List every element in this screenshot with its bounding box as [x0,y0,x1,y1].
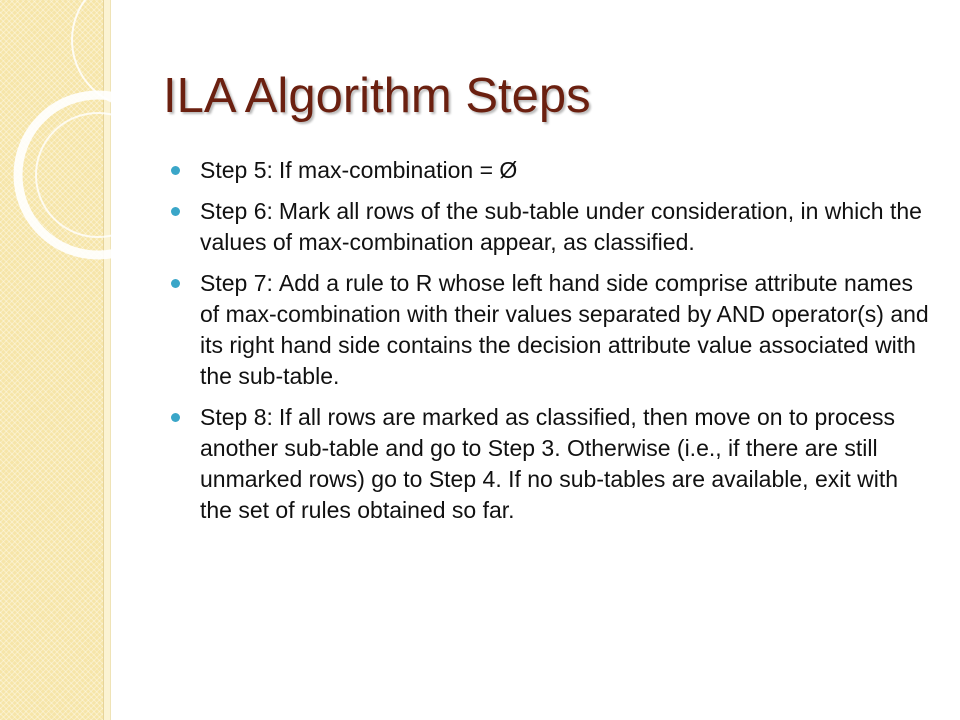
step-text: Add a rule to R whose left hand side comprise attribute names of max-combination with their values separated by AND operator(s) and its right hand side contains the decision attribute value associated with the sub-table. [200,270,929,389]
slide-title: ILA Algorithm Steps [163,69,591,123]
bullet-dot-icon [171,207,180,216]
step-text: If max-combination = Ø [278,157,518,183]
step-text: If all rows are marked as classified, then move on to process another sub-table and go to Step 3. Otherwise (i.e., if there are still unmarked rows) go to Step 4. If no sub-tables are available, exit with the set of rules obtained so far. [200,404,899,523]
step-label: Step 5: [200,157,273,183]
step-6-item [165,196,935,258]
step-label: Step 7: [200,270,273,296]
step-label: Step 8: [200,404,273,430]
decorative-circle-large [18,95,178,255]
bullet-dot-icon [171,166,180,175]
bullet-dot-icon [171,413,180,422]
step-8-item [165,402,935,526]
step-7-item [165,268,935,392]
bullet-dot-icon [171,279,180,288]
decorative-circle-inner [36,113,160,237]
steps-list [165,155,935,536]
step-5-item [165,155,935,186]
step-label: Step 6: [200,198,273,224]
step-text: Mark all rows of the sub-table under consideration, in which the values of max-combination appear, as classified. [200,198,922,255]
